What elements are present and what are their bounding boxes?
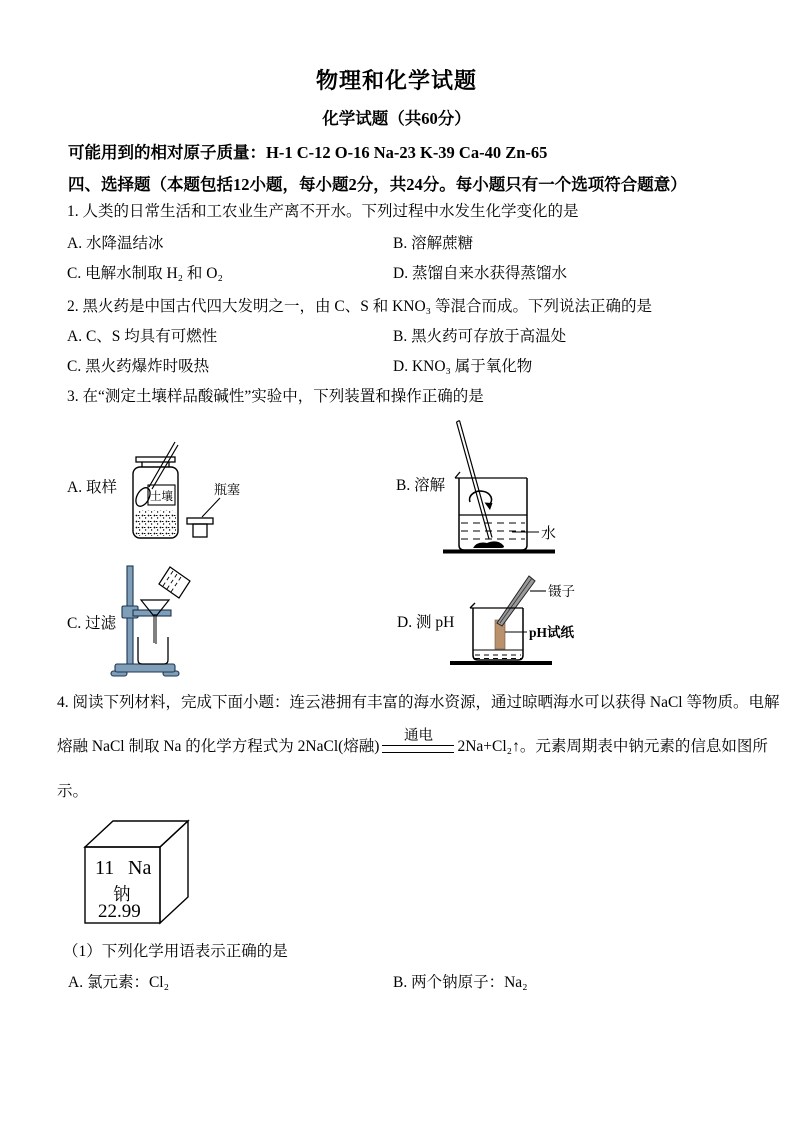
soil-label: 土壤 — [150, 491, 173, 503]
stopper-pointer-line — [202, 498, 220, 517]
water-drawing — [459, 515, 527, 539]
question-1-option-b: B. 溶解蔗糖 — [393, 235, 474, 252]
cube-right-face — [160, 821, 188, 923]
atomic-mass: 22.99 — [98, 901, 141, 922]
stopper-drawing — [187, 518, 213, 537]
question-1-stem: 1. 人类的日常生活和工农业生产离不开水。下列过程中水发生化学变化的是 — [67, 203, 579, 220]
iron-stand-drawing — [111, 566, 179, 676]
reaction-condition-label: 通电 — [403, 728, 433, 744]
measure-ph-diagram — [450, 566, 585, 669]
sub-question-1-option-a: A. 氯元素：Cl₂ — [68, 974, 169, 991]
question-2-option-a: A. C、S 均具有可燃性 — [67, 328, 218, 345]
diagram-b-caption: B. 溶解 — [396, 477, 446, 494]
question-2-option-b: B. 黑火药可存放于高温处 — [393, 328, 567, 345]
atomic-number: 11 — [95, 857, 115, 879]
element-name: 钠 — [113, 884, 131, 904]
sub-question-1-stem: （1）下列化学用语表示正确的是 — [63, 943, 288, 960]
section-header: 四、选择题（本题包括12小题，每小题2分，共24分。每小题只有一个选项符合题意） — [68, 175, 687, 194]
double-bond-line — [382, 745, 454, 753]
receiving-beaker-drawing — [138, 637, 168, 664]
diagram-d-caption: D. 测 pH — [397, 614, 455, 631]
ph-paper-label: pH试纸 — [529, 625, 575, 640]
pouring-beaker-drawing — [159, 567, 190, 598]
stopper-label: 瓶塞 — [214, 482, 241, 497]
sampling-diagram — [123, 436, 255, 548]
diagram-c-caption: C. 过滤 — [67, 615, 117, 632]
beaker-drawing — [455, 472, 527, 550]
question-4-line-2-pre: 熔融 NaCl 制取 Na 的化学方程式为 2NaCl(熔融) — [57, 737, 380, 755]
bottle-drawing — [133, 442, 178, 538]
reaction-condition-stack — [382, 729, 454, 754]
atomic-mass-note: 可能用到的相对原子质量：H-1 C-12 O-16 Na-23 K-39 Ca-40 Zn-65 — [68, 143, 548, 162]
diagram-a-caption: A. 取样 — [67, 479, 117, 496]
question-4-line-2-post: 2Na+Cl₂↑。元素周期表中钠元素的信息如图所 — [457, 737, 768, 755]
question-1-option-a: A. 水降温结冰 — [67, 235, 164, 252]
question-2-option-c: C. 黑火药爆炸时吸热 — [67, 358, 210, 375]
water-label: 水 — [541, 526, 557, 542]
dissolving-diagram — [443, 418, 568, 554]
question-1-option-d: D. 蒸馏自来水获得蒸馏水 — [393, 265, 567, 282]
element-cube-diagram — [70, 812, 205, 937]
cube-top-face — [85, 821, 188, 847]
stirring-rod-drawing — [457, 421, 493, 540]
filtration-diagram — [103, 560, 211, 682]
question-2-stem: 2. 黑火药是中国古代四大发明之一，由 C、S 和 KNO₃ 等混合而成。下列说法正确的是 — [67, 298, 652, 315]
question-4-line-1: 4. 阅读下列材料，完成下面小题：连云港拥有丰富的海水资源，通过晾晒海水可以获得 NaCl 等物质。电解 — [57, 694, 780, 711]
stir-arrow-icon — [470, 491, 493, 510]
tweezers-label: 镊子 — [548, 584, 575, 599]
question-3-stem: 3. 在“测定土壤样品酸碱性”实验中，下列装置和操作正确的是 — [67, 388, 484, 405]
funnel-drawing — [141, 600, 169, 644]
soil-contents — [135, 510, 176, 536]
question-1-option-c: C. 电解水制取 H₂ 和 O₂ — [67, 265, 223, 282]
liquid-drawing — [473, 650, 523, 659]
page-title: 物理和化学试题 — [315, 68, 477, 93]
element-symbol: Na — [128, 857, 152, 879]
page-subtitle: 化学试题（共60分） — [322, 109, 471, 128]
sediment-drawing — [473, 541, 504, 548]
question-4-line-3: 示。 — [57, 783, 89, 800]
question-4-line-2 — [57, 729, 768, 754]
tweezers-drawing — [497, 576, 535, 626]
question-2-option-d: D. KNO₃ 属于氧化物 — [393, 358, 533, 375]
sub-question-1-option-b: B. 两个钠原子：Na₂ — [393, 974, 528, 991]
